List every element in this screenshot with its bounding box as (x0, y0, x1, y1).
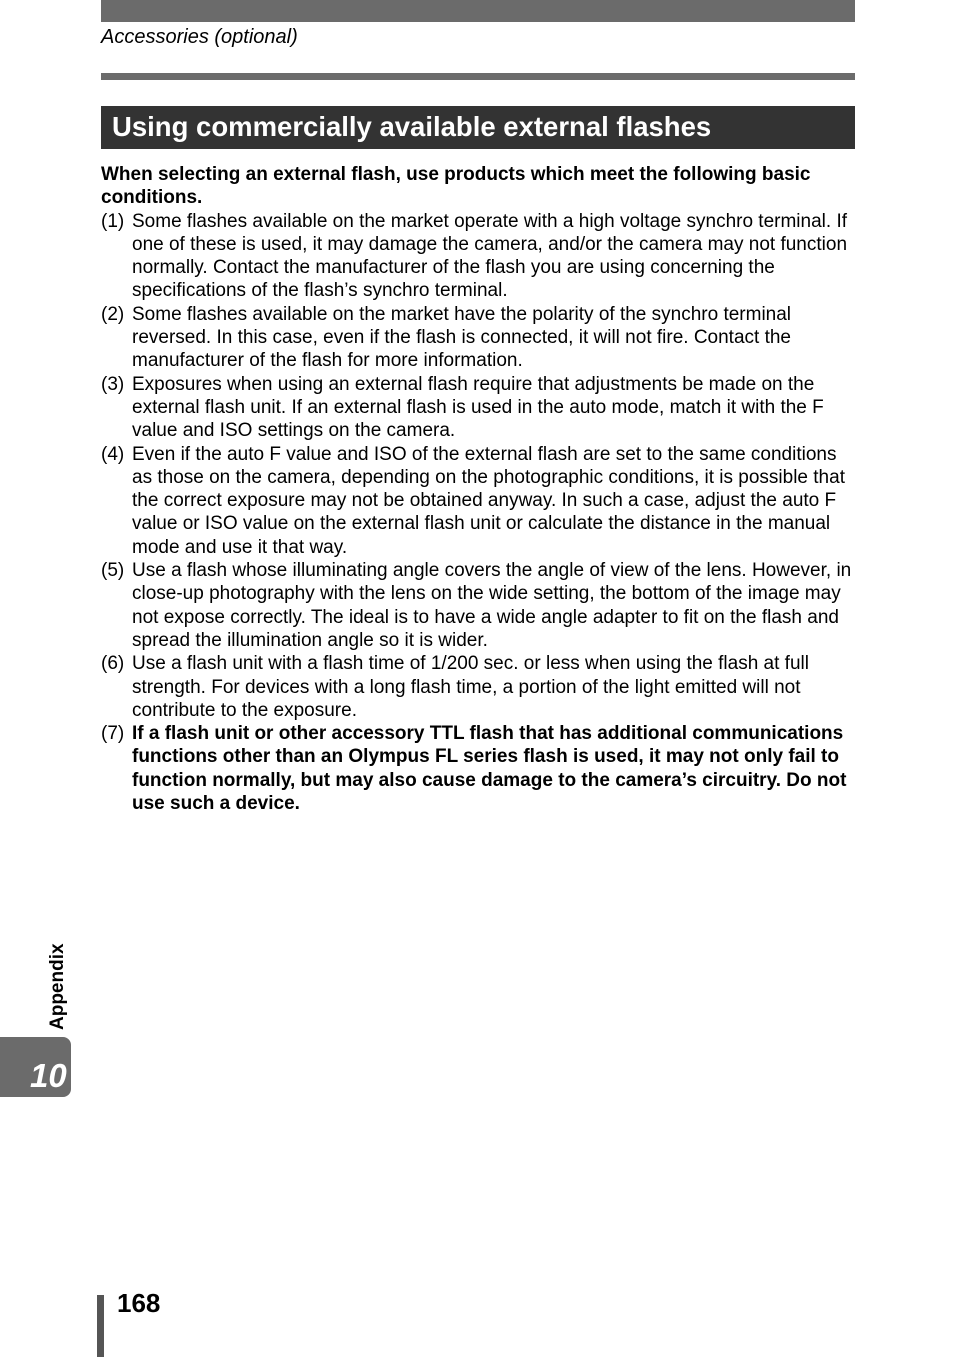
main-content (101, 163, 855, 815)
item-number: (4) (101, 443, 125, 465)
list-item (101, 443, 855, 559)
page-number-bar (97, 1295, 104, 1357)
intro-paragraph: When selecting an external flash, use products which meet the following basic conditions. (101, 164, 811, 209)
header-rule (101, 73, 855, 80)
list-item (101, 722, 855, 815)
list-item (101, 373, 855, 443)
chapter-tab: 10 (0, 1037, 71, 1097)
header-top-bar (101, 0, 855, 22)
page-title: Using commercially available external flashes (101, 106, 855, 149)
page-number: 168 (117, 1288, 161, 1318)
item-text-warning: If a flash unit or other accessory TTL flash that has additional communications functions other than an Olympus FL series flash is used, it may not only fail to function normally, but may also cause damage to the camera’s circuitry. Do not use such a device. (132, 723, 847, 815)
side-tab-label: Appendix (47, 943, 68, 1030)
item-text: Some flashes available on the market operate with a high voltage synchro terminal. If one of these is used, it may damage the camera, and/or the camera may not function normally. Contact the manufacturer of the flash you are using concerning the specifications of the flash’s synchro terminal. (132, 210, 848, 302)
item-text: Use a flash whose illuminating angle covers the angle of view of the lens. However, in close-up photography with the lens on the wide setting, the bottom of the image may not expose correctly. The ideal is to have a wide angle adapter to fit on the flash and spread the illumination angle so it is wider. (132, 560, 852, 651)
list-item (101, 559, 855, 652)
item-number: (6) (101, 653, 125, 675)
item-number: (2) (101, 303, 125, 325)
item-text: Even if the auto F value and ISO of the external flash are set to the same conditions as those on the camera, depending on the photographic conditions, it is possible that the correct exposure may not be obtained anyway. In such a case, adjust the auto F value or ISO value on the external flash unit or calculate the distance in the manual mode and use it that way. (132, 443, 845, 558)
list-item (101, 303, 855, 373)
item-number: (7) (101, 723, 125, 745)
list-item (101, 210, 855, 303)
item-number: (1) (101, 210, 125, 232)
item-text: Use a flash unit with a flash time of 1/200 sec. or less when using the flash at full strength. For devices with a long flash time, a portion of the light emitted will not contribute to the exposure. (132, 653, 809, 721)
list-item (101, 652, 855, 722)
conditions-list (101, 210, 855, 816)
item-text: Exposures when using an external flash require that adjustments be made on the external flash unit. If an external flash is used in the auto mode, match it with the F value and ISO settings on the camera. (132, 373, 824, 442)
section-header: Accessories (optional) (101, 26, 298, 48)
item-number: (5) (101, 560, 125, 582)
item-number: (3) (101, 373, 125, 395)
item-text: Some flashes available on the market have the polarity of the synchro terminal reversed. In this case, even if the flash is connected, it will not fire. Contact the manufacturer of the flash for more information. (132, 303, 792, 372)
